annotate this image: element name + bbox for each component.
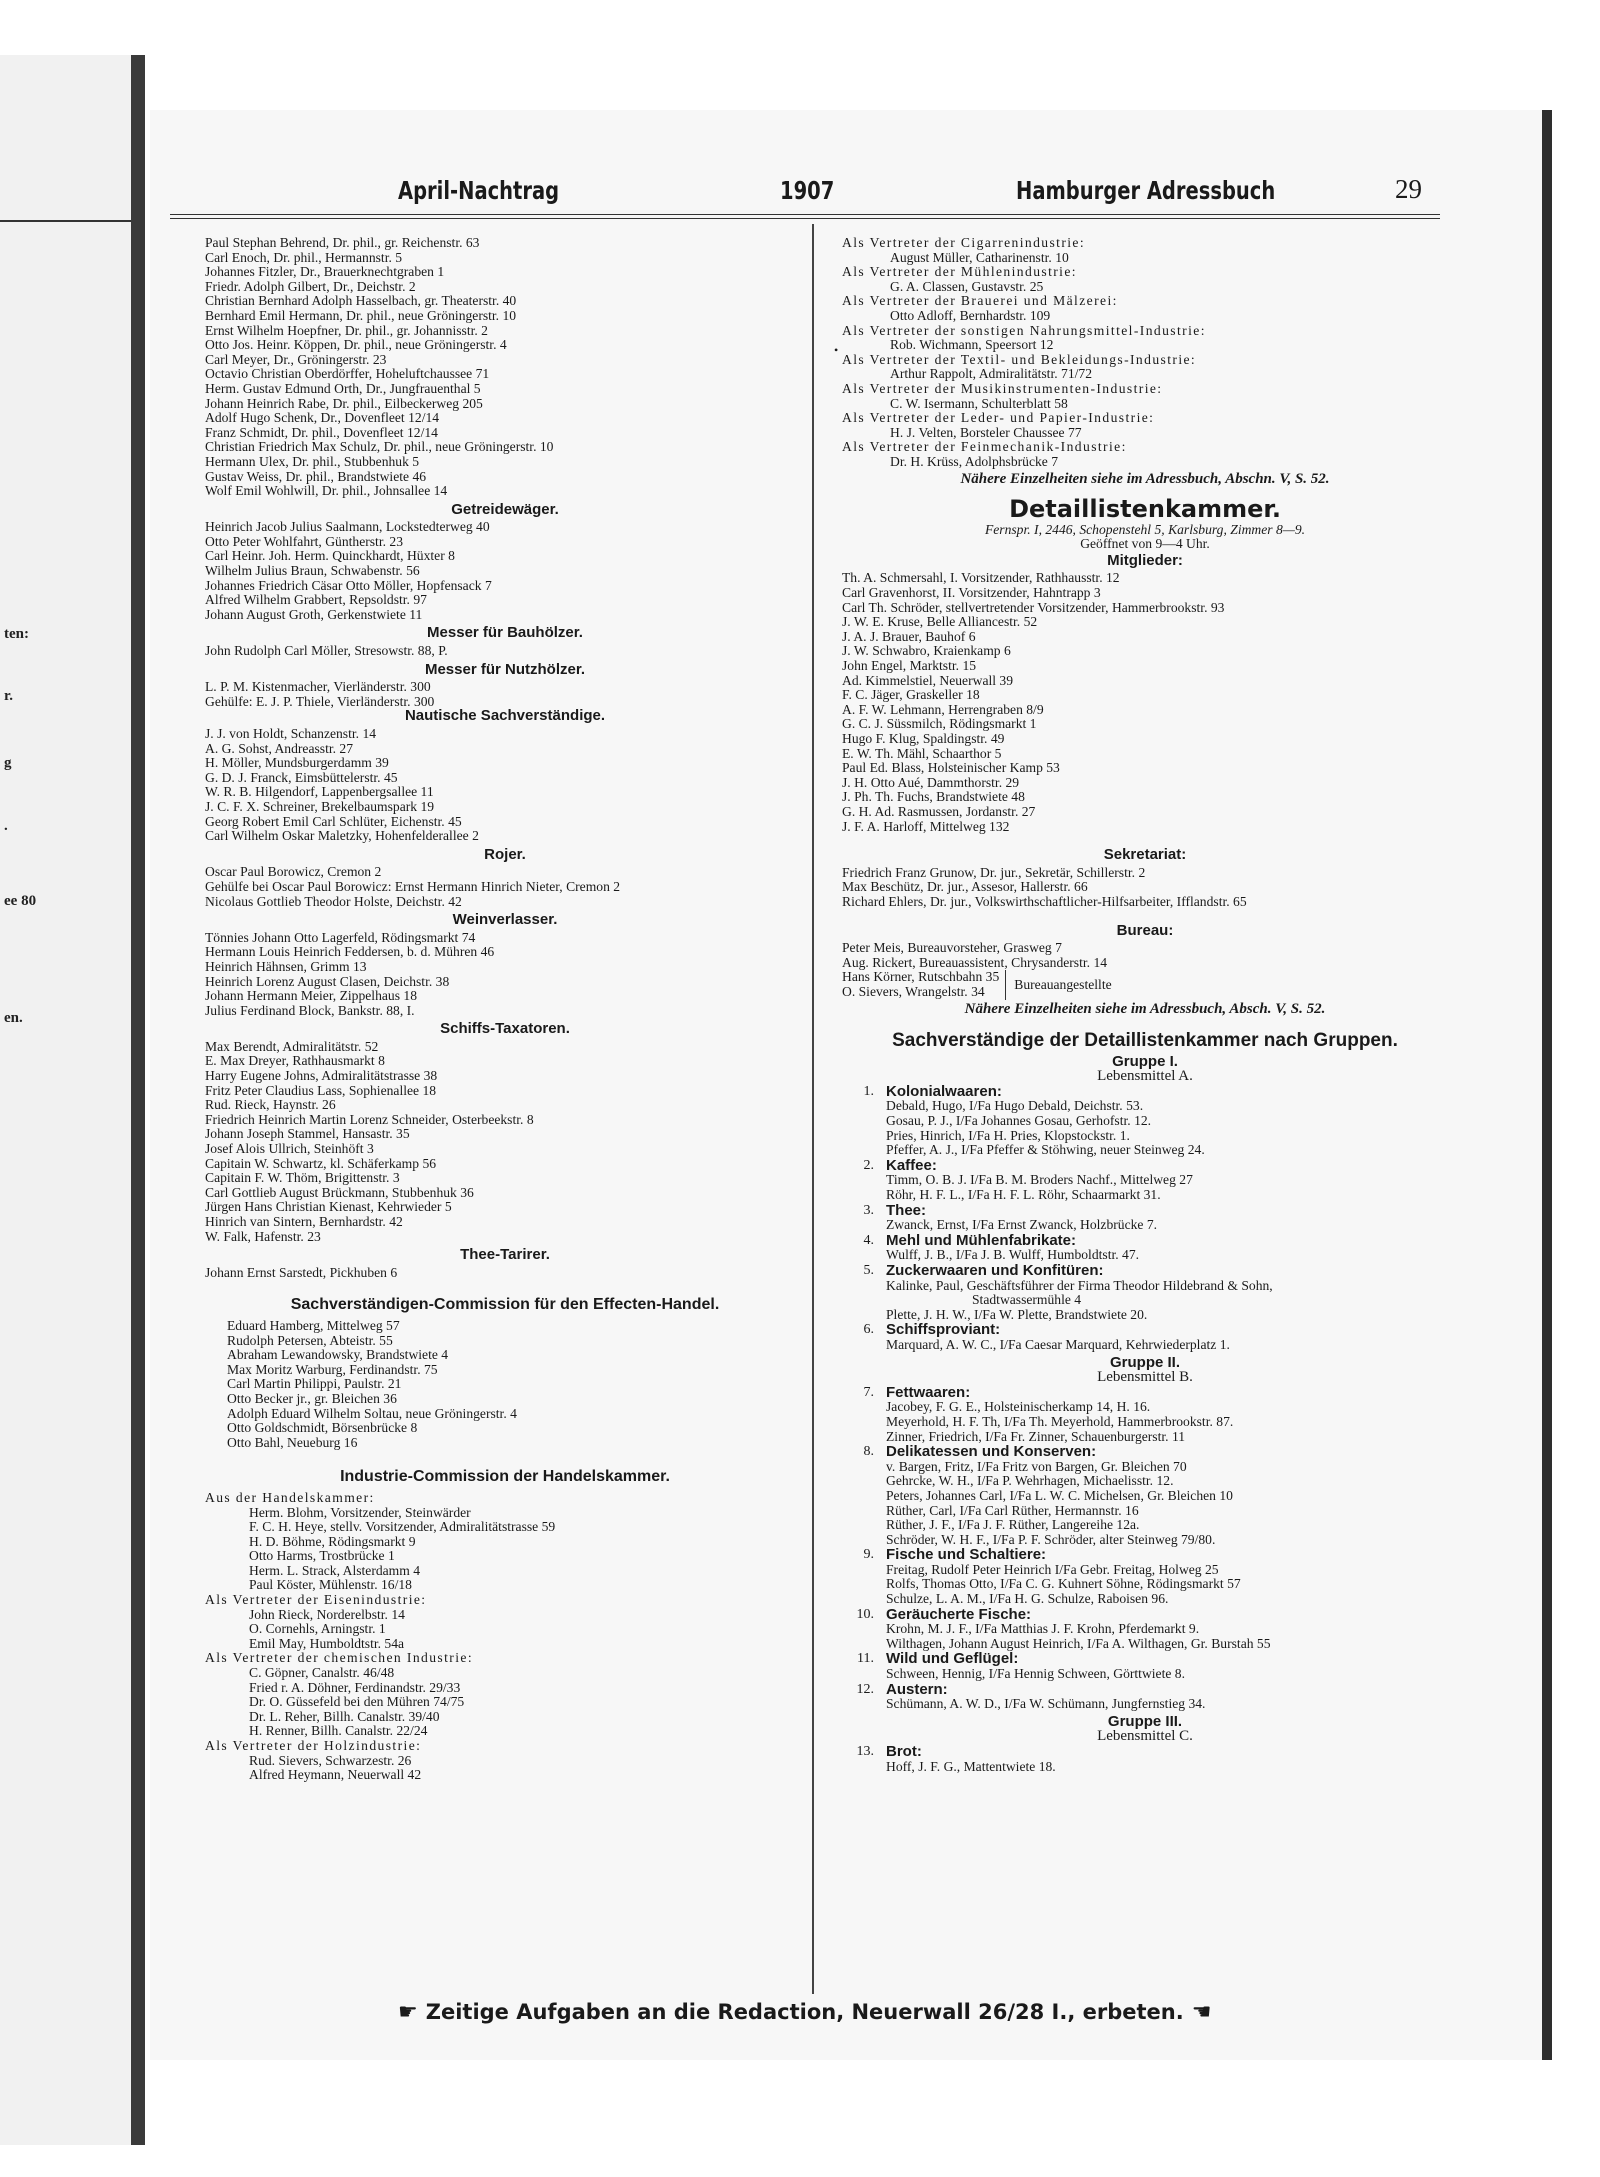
schiffs-list — [205, 1040, 805, 1244]
list-item: Otto Goldschmidt, Börsenbrücke 8 — [227, 1420, 418, 1436]
list-item: Hoff, J. F. G., Mattentwiete 18. — [886, 1758, 1056, 1774]
list-item: Friedrich Heinrich Martin Lorenz Schneider, Osterbeekstr. 8 — [205, 1111, 534, 1127]
list-item: Wilthagen, Johann August Heinrich, I/Fa A. Wilthagen, Gr. Burstah 55 — [886, 1635, 1271, 1651]
list-item: Hinrich van Sintern, Bernhardstr. 42 — [205, 1214, 403, 1229]
list-item: Alfred Wilhelm Grabbert, Repsoldstr. 97 — [205, 592, 427, 608]
list-item: Gosau, P. J., I/Fa Johannes Gosau, Gerhofstr. 12. — [886, 1113, 1152, 1129]
list-item: Otto Becker jr., gr. Bleichen 36 — [227, 1390, 397, 1406]
list-item: Kalinke, Paul, Geschäftsführer der Firma Theodor Hildebrand & Sohn, — [886, 1277, 1273, 1293]
nautik-list — [205, 727, 805, 844]
category-number: 8. — [863, 1444, 874, 1460]
handelskammer-list — [205, 1506, 805, 1594]
list-item: G. D. J. Franck, Eimsbüttelerstr. 45 — [205, 769, 398, 785]
pointing-hand-icon: ☚ — [1191, 2000, 1212, 2025]
list-item: Alfred Heymann, Neuerwall 42 — [249, 1767, 422, 1783]
category-row — [842, 1156, 1448, 1174]
list-item: J. J. von Holdt, Schanzenstr. 14 — [205, 726, 377, 741]
list-item: Johannes Friedrich Cäsar Otto Möller, Hopfensack 7 — [205, 577, 492, 593]
list-item: Schween, Hennig, I/Fa Hennig Schween, Görttwiete 8. — [886, 1666, 1185, 1682]
category-row — [842, 1548, 1448, 1563]
list-item: H. J. Velten, Borsteler Chaussee 77 — [890, 424, 1082, 440]
list-item: Ad. Kimmelstiel, Neuerwall 39 — [842, 672, 1014, 688]
category-row — [842, 1680, 1448, 1698]
section-heading: Mitglieder: — [1107, 551, 1183, 569]
list-item: v. Bargen, Fritz, I/Fa Fritz von Bargen, Gr. Bleichen 70 — [886, 1458, 1187, 1474]
list-item: Johann Joseph Stammel, Hansastr. 35 — [205, 1126, 410, 1142]
list-item: Pries, Hinrich, I/Fa H. Pries, Klopstockstr. 1. — [886, 1127, 1130, 1143]
list-item: E. W. Th. Mähl, Schaarthor 5 — [842, 745, 1002, 761]
list-item: H. Möller, Mundsburgerdamm 39 — [205, 755, 389, 771]
list-item: Krohn, M. J. F., I/Fa Matthias J. F. Krohn, Pferdemarkt 9. — [886, 1621, 1200, 1637]
list-item: Gehrcke, W. H., I/Fa P. Wehrhagen, Michaelisstr. 12. — [886, 1473, 1174, 1489]
list-item: Max Beschütz, Dr. jur., Assesor, Hallerstr. 66 — [842, 879, 1088, 895]
list-item: Carl Gottlieb August Brückmann, Stubbenhuk 36 — [205, 1184, 474, 1200]
rojer-list — [205, 865, 805, 909]
sekretariat-list — [842, 866, 1448, 910]
category-number: 10. — [856, 1606, 874, 1622]
category-number: 2. — [863, 1157, 874, 1173]
list-item: Franz Schmidt, Dr. phil., Dovenfleet 12/14 — [205, 424, 438, 440]
opening-hours: Geöffnet von 9—4 Uhr. — [1080, 536, 1210, 552]
list-item: Debald, Hugo, I/Fa Hugo Debald, Deichstr. 53. — [886, 1098, 1144, 1114]
category-row — [842, 1082, 1448, 1100]
group-label: Als Vertreter der Brauerei und Mälzerei: — [842, 293, 1118, 309]
list-item: O. Sievers, Wrangelstr. 34 — [842, 983, 985, 999]
list-item: Johann Ernst Sarstedt, Pickhuben 6 — [205, 1264, 398, 1280]
list-item: Capitain F. W. Thöm, Brigittenstr. 3 — [205, 1170, 400, 1186]
list-item: Harry Eugene Johns, Admiralitätstrasse 38 — [205, 1068, 438, 1084]
list-item: Johannes Fitzler, Dr., Brauerknechtgraben 1 — [205, 264, 445, 280]
list-item: John Rudolph Carl Möller, Stresowstr. 88, P. — [205, 643, 448, 659]
list-item: Herm. L. Strack, Alsterdamm 4 — [249, 1562, 421, 1578]
list-item: Wolf Emil Wohlwill, Dr. phil., Johnsallee 14 — [205, 483, 448, 499]
binding-fragment: r. — [4, 688, 14, 704]
group-subheading: Lebensmittel C. — [1097, 1728, 1193, 1745]
list-item: Dr. O. Güssefeld bei den Mühren 74/75 — [249, 1694, 465, 1710]
list-item: Jacobey, F. G. E., Holsteinischerkamp 14, H. 16. — [886, 1399, 1151, 1415]
section-title: Sachverständige der Detaillistenkammer nach Gruppen. — [892, 1030, 1398, 1052]
thee-list — [205, 1266, 805, 1281]
list-item: Rud. Sievers, Schwarzestr. 26 — [249, 1752, 412, 1768]
list-item: Johann Heinrich Rabe, Dr. phil., Eilbeckerweg 205 — [205, 395, 483, 411]
list-item: Fritz Peter Claudius Lass, Sophienallee 18 — [205, 1082, 437, 1098]
list-item: Otto Jos. Heinr. Köppen, Dr. phil., neue Gröningerstr. 4 — [205, 337, 507, 353]
category-name: Brot: — [886, 1743, 922, 1760]
list-item: Capitain W. Schwartz, kl. Schäferkamp 56 — [205, 1155, 437, 1171]
list-item: Stadtwassermühle 4 — [972, 1292, 1082, 1308]
list-item: J. W. Schwabro, Kraienkamp 6 — [842, 643, 1011, 659]
section-title: Detaillistenkammer. — [1009, 495, 1281, 524]
list-item: Jürgen Hans Christian Kienast, Kehrwieder 5 — [205, 1199, 452, 1215]
reference-note: Nähere Einzelheiten siehe im Adressbuch, Absch. V, S. 52. — [964, 1000, 1326, 1017]
group-label: Als Vertreter der Mühlenindustrie: — [842, 264, 1077, 280]
category-number: 9. — [863, 1547, 874, 1563]
category-row — [842, 1745, 1448, 1760]
category-row — [842, 1323, 1448, 1338]
bracket-names — [842, 970, 1006, 999]
group-heading: Gruppe III. — [1107, 1712, 1183, 1730]
list-item: Paul Ed. Blass, Holsteinischer Kamp 53 — [842, 760, 1060, 776]
list-item: John Rieck, Norderelbstr. 14 — [249, 1606, 405, 1622]
group-label: Als Vertreter der Feinmechanik-Industrie: — [842, 439, 1127, 455]
list-item: W. R. B. Hilgendorf, Lappenbergsallee 11 — [205, 784, 434, 800]
list-item: Oscar Paul Borowicz, Cremon 2 — [205, 864, 382, 880]
list-item: H. D. Böhme, Rödingsmarkt 9 — [249, 1533, 416, 1549]
list-item: Pfeffer, A. J., I/Fa Pfeffer & Stöhwing, neuer Steinweg 24. — [886, 1142, 1205, 1158]
category-number: 3. — [863, 1202, 874, 1218]
section-heading: Messer für Bauhölzer. — [427, 624, 583, 642]
group-heading: Gruppe II. — [1109, 1353, 1180, 1371]
list-item: Paul Köster, Mühlenstr. 16/18 — [249, 1577, 412, 1593]
header-left: April-Nachtrag — [398, 176, 560, 205]
list-item: J. A. J. Brauer, Bauhof 6 — [842, 628, 976, 644]
bauholz-list — [205, 644, 805, 659]
list-item: Christian Friedrich Max Schulz, Dr. phil., neue Gröningerstr. 10 — [205, 439, 554, 455]
section-heading: Bureau: — [1116, 921, 1174, 939]
wein-list — [205, 931, 805, 1019]
section-heading: Sekretariat: — [1103, 846, 1187, 864]
list-item: Rudolph Petersen, Abteistr. 55 — [227, 1332, 393, 1348]
list-item: Max Berendt, Admiralitätstr. 52 — [205, 1038, 379, 1054]
list-item: C. W. Isermann, Schulterblatt 58 — [890, 395, 1068, 411]
vertreter-list — [842, 236, 1448, 470]
list-item: Zwanck, Ernst, I/Fa Ernst Zwanck, Holzbrücke 7. — [886, 1217, 1158, 1233]
category-number: 7. — [863, 1384, 874, 1400]
page-number: 29 — [1395, 174, 1422, 204]
bracket-label: Bureauangestellte — [1014, 976, 1112, 992]
list-item: Peter Meis, Bureauvorsteher, Grasweg 7 — [842, 940, 1062, 956]
list-item: C. Göpner, Canalstr. 46/48 — [249, 1665, 395, 1681]
list-item: Meyerhold, H. F. Th, I/Fa Th. Meyerhold, Hammerbrookstr. 87. — [886, 1413, 1234, 1429]
pointing-hand-icon: ☛ — [398, 2000, 418, 2025]
mitglieder-list — [842, 571, 1448, 834]
list-item: Friedr. Adolph Gilbert, Dr., Deichstr. 2 — [205, 278, 416, 294]
list-item: Otto Adloff, Bernhardstr. 109 — [890, 307, 1051, 323]
category-name: Delikatessen und Konserven: — [886, 1443, 1097, 1461]
list-item: G. H. Ad. Rasmussen, Jordanstr. 27 — [842, 803, 1036, 819]
column-divider — [812, 224, 814, 1994]
chem-list — [205, 1666, 805, 1739]
group-label: Als Vertreter der Eisenindustrie: — [205, 1592, 427, 1608]
list-item: Freitag, Rudolf Peter Heinrich I/Fa Gebr. Freitag, Holweg 25 — [886, 1561, 1219, 1577]
list-item: Herm. Gustav Edmund Orth, Dr., Jungfrauenthal 5 — [205, 380, 481, 396]
group-label: Als Vertreter der sonstigen Nahrungsmittel-Industrie: — [842, 322, 1206, 338]
list-item: Heinrich Lorenz August Clasen, Deichstr. 38 — [205, 973, 450, 989]
list-item: Th. A. Schmersahl, I. Vorsitzender, Rathhausstr. 12 — [842, 570, 1120, 586]
section-heading: Schiffs-Taxatoren. — [440, 1020, 570, 1038]
category-number: 11. — [857, 1651, 874, 1667]
right-column — [842, 236, 1448, 1774]
header-year: 1907 — [780, 176, 835, 205]
list-item: Fried r. A. Döhner, Ferdinandstr. 29/33 — [249, 1679, 461, 1695]
bureau-bracket — [842, 970, 1448, 999]
list-item: Otto Bahl, Neueburg 16 — [227, 1434, 358, 1450]
section-heading: Getreidewäger. — [451, 500, 559, 518]
header-title: Hamburger Adressbuch — [1016, 176, 1276, 205]
header-rule — [170, 214, 1440, 219]
category-number: 6. — [863, 1322, 874, 1338]
left-column — [205, 236, 805, 1783]
list-item: Gehülfe: E. J. P. Thiele, Vierländerstr. 300 — [205, 693, 435, 709]
list-item: Carl Martin Philippi, Paulstr. 21 — [227, 1376, 402, 1392]
list-item: Timm, O. B. J. I/Fa B. M. Broders Nachf., Mittelweg 27 — [886, 1172, 1193, 1188]
list-item: Carl Th. Schröder, stellvertretender Vorsitzender, Hammerbrookstr. 93 — [842, 599, 1225, 615]
list-item: Dr. L. Reher, Billh. Canalstr. 39/40 — [249, 1708, 440, 1724]
list-item: H. Renner, Billh. Canalstr. 22/24 — [249, 1723, 428, 1739]
list-item: Josef Alois Ullrich, Steinhöft 3 — [205, 1141, 374, 1157]
reference-note: Nähere Einzelheiten siehe im Adressbuch, Abschn. V, S. 52. — [960, 470, 1330, 487]
list-item: John Engel, Marktstr. 15 — [842, 658, 977, 674]
category-list — [842, 1082, 1448, 1353]
list-item: Rud. Rieck, Haynstr. 26 — [205, 1097, 336, 1113]
section-heading: Weinverlasser. — [452, 911, 558, 929]
section-heading: Nautische Sachverständige. — [404, 707, 606, 725]
list-item: J. W. E. Kruse, Belle Alliancestr. 52 — [842, 614, 1038, 630]
list-item: Otto Harms, Trostbrücke 1 — [249, 1548, 395, 1564]
phone-line: Fernspr. I, 2446, Schopenstehl 5, Karlsburg, Zimmer 8—9. — [984, 521, 1306, 537]
list-item: August Müller, Catharinenstr. 10 — [890, 249, 1069, 265]
list-item: Carl Heinr. Joh. Herm. Quinckhardt, Hüxter 8 — [205, 548, 455, 564]
group-heading: Gruppe I. — [1112, 1052, 1178, 1070]
list-item: G. C. J. Süssmilch, Rödingsmarkt 1 — [842, 716, 1037, 732]
list-item: Bernhard Emil Hermann, Dr. phil., neue Gröningerstr. 10 — [205, 307, 517, 323]
list-item: Hugo F. Klug, Spaldingstr. 49 — [842, 731, 1005, 746]
category-name: Fische und Schaltiere: — [886, 1546, 1047, 1564]
category-row — [842, 1652, 1448, 1667]
category-number: 5. — [863, 1263, 874, 1278]
footer-notice — [390, 2000, 1219, 2025]
category-list — [842, 1745, 1448, 1774]
list-item: Christian Bernhard Adolph Hasselbach, gr. Theaterstr. 40 — [205, 293, 517, 309]
list-item: Carl Wilhelm Oskar Maletzky, Hohenfelderallee 2 — [205, 828, 479, 844]
footer-text: Zeitige Aufgaben an die Redaction, Neuerwall 26/28 I., erbeten. — [425, 2000, 1184, 2024]
list-item: A. G. Sohst, Andreasstr. 27 — [205, 740, 354, 756]
list-item: Octavio Christian Oberdörffer, Hoheluftchaussee 71 — [205, 366, 490, 382]
nutzholz-list — [205, 680, 805, 709]
section-heading: Sachverständigen-Commission für den Effecten-Handel. — [290, 1296, 720, 1314]
list-item: Peters, Johannes Carl, I/Fa L. W. C. Michelsen, Gr. Bleichen 10 — [886, 1487, 1233, 1503]
list-item: Max Moritz Warburg, Ferdinandstr. 75 — [227, 1361, 438, 1377]
list-item: Wilhelm Julius Braun, Schwabenstr. 56 — [205, 563, 420, 579]
list-item: Carl Meyer, Dr., Gröningerstr. 23 — [205, 351, 387, 367]
category-list — [842, 1383, 1448, 1712]
list-item: Wulff, J. B., I/Fa J. B. Wulff, Humboldtstr. 47. — [886, 1247, 1140, 1263]
category-name: Zuckerwaaren und Konfitüren: — [886, 1262, 1104, 1279]
group-subheading: Lebensmittel A. — [1097, 1068, 1193, 1085]
group-label: Als Vertreter der Cigarrenindustrie: — [842, 235, 1086, 250]
list-item: Rolfs, Thomas Otto, I/Fa C. G. Kuhnert Söhne, Rödingsmarkt 57 — [886, 1576, 1241, 1592]
list-item: Gustav Weiss, Dr. phil., Brandstwiete 46 — [205, 468, 427, 484]
list-item: Rob. Wichmann, Speersort 12 — [890, 337, 1054, 353]
binding-fragment: . — [4, 818, 8, 834]
group-label: Aus der Handelskammer: — [205, 1489, 375, 1505]
list-item: Marquard, A. W. C., I/Fa Caesar Marquard, Kehrwiederplatz 1. — [886, 1336, 1230, 1352]
list-item: Gehülfe bei Oscar Paul Borowicz: Ernst Hermann Hinrich Nieter, Cremon 2 — [205, 878, 621, 894]
binding-fragment: ee 80 — [4, 893, 37, 909]
category-number: 12. — [856, 1681, 874, 1697]
list-item: Hans Körner, Rutschbahn 35 — [842, 969, 1000, 985]
binding-fragment: g — [4, 755, 12, 771]
category-name: Kolonialwaaren: — [886, 1082, 1002, 1100]
list-item: Hermann Ulex, Dr. phil., Stubbenhuk 5 — [205, 453, 420, 469]
list-item: O. Cornehls, Arningstr. 1 — [249, 1621, 386, 1637]
list-item: J. F. A. Harloff, Mittelweg 132 — [842, 818, 1010, 834]
category-name: Austern: — [886, 1680, 948, 1698]
getreide-list — [205, 520, 805, 622]
group-label: Als Vertreter der Textil- und Bekleidungs-Industrie: — [842, 351, 1197, 367]
category-row — [842, 1383, 1448, 1401]
category-row — [842, 1231, 1448, 1249]
list-item: Carl Enoch, Dr. phil., Hermannstr. 5 — [205, 249, 403, 265]
group-label: Als Vertreter der Musikinstrumenten-Industrie: — [842, 380, 1163, 396]
list-item: Tönnies Johann Otto Lagerfeld, Rödingsmarkt 74 — [205, 929, 476, 945]
category-row — [842, 1605, 1448, 1623]
list-item: J. Ph. Th. Fuchs, Brandstwiete 48 — [842, 789, 1025, 805]
list-item: Heinrich Jacob Julius Saalmann, Lockstedterweg 40 — [205, 519, 490, 535]
list-item: Friedrich Franz Grunow, Dr. jur., Sekretär, Schillerstr. 2 — [842, 864, 1146, 880]
list-item: Schröder, W. H. F., I/Fa P. F. Schröder, alter Steinweg 79/80. — [886, 1531, 1216, 1547]
list-item: Adolf Hugo Schenk, Dr., Dovenfleet 12/14 — [205, 410, 440, 426]
list-item: Paul Stephan Behrend, Dr. phil., gr. Reichenstr. 63 — [205, 235, 480, 250]
list-item: Abraham Lewandowsky, Brandstwiete 4 — [227, 1347, 449, 1363]
list-item: Röhr, H. F. L., I/Fa H. F. L. Röhr, Schaarmarkt 31. — [886, 1187, 1161, 1203]
category-row — [842, 1201, 1448, 1219]
list-item: Rüther, Carl, I/Fa Carl Rüther, Hermannstr. 16 — [886, 1502, 1139, 1518]
list-item: Hermann Louis Heinrich Feddersen, b. d. Mühren 46 — [205, 944, 495, 960]
list-item: Schümann, A. W. D., I/Fa W. Schümann, Jungfernstieg 34. — [886, 1696, 1206, 1712]
category-name: Thee: — [886, 1201, 927, 1219]
list-item: Ernst Wilhelm Hoepfner, Dr. phil., gr. Johannisstr. 2 — [205, 322, 488, 338]
margin-mark: • — [834, 343, 839, 357]
list-item: Zinner, Friedrich, I/Fa Fr. Zinner, Schauenburgerstr. 11 — [886, 1428, 1186, 1444]
eisen-list — [205, 1608, 805, 1652]
list-item: F. C. H. Heye, stellv. Vorsitzender, Admiralitätstrasse 59 — [249, 1519, 556, 1535]
list-item: Schulze, L. A. M., I/Fa H. G. Schulze, Raboisen 96. — [886, 1591, 1169, 1607]
category-name: Wild und Geflügel: — [886, 1650, 1019, 1668]
category-name: Fettwaaren: — [886, 1383, 971, 1401]
list-item: Plette, J. H. W., I/Fa W. Plette, Brandstwiete 20. — [886, 1306, 1148, 1322]
list-item: F. C. Jäger, Graskeller 18 — [842, 687, 980, 703]
list-item: A. F. W. Lehmann, Herrengraben 8/9 — [842, 701, 1044, 717]
list-item: Julius Ferdinand Block, Bankstr. 88, I. — [205, 1002, 415, 1018]
list-item: Eduard Hamberg, Mittelweg 57 — [227, 1317, 400, 1333]
holz-list — [205, 1754, 805, 1783]
list-item: Johann August Groth, Gerkenstwiete 11 — [205, 606, 423, 622]
list-item: Herm. Blohm, Vorsitzender, Steinwärder — [249, 1504, 471, 1520]
category-number: 13. — [856, 1744, 874, 1759]
list-item: Richard Ehlers, Dr. jur., Volkswirthschaftlicher-Hilfsarbeiter, Ifflandstr. 65 — [842, 893, 1247, 909]
list-item: J. C. F. X. Schreiner, Brekelbaumspark 19 — [205, 798, 435, 814]
category-row — [842, 1445, 1448, 1460]
binding-fragment: en. — [4, 1010, 23, 1026]
intro-list — [205, 236, 805, 499]
category-name: Kaffee: — [886, 1156, 937, 1174]
group-label: Als Vertreter der Leder- und Papier-Industrie: — [842, 410, 1155, 426]
group-label: Als Vertreter der chemischen Industrie: — [205, 1650, 473, 1666]
list-item: Carl Gravenhorst, II. Vorsitzender, Hahntrapp 3 — [842, 585, 1101, 601]
list-item: Rüther, J. F., I/Fa J. F. Rüther, Langereihe 12a. — [886, 1517, 1140, 1533]
group-subheading: Lebensmittel B. — [1097, 1369, 1193, 1386]
binding-fragment: ten: — [4, 626, 29, 642]
category-name: Geräucherte Fische: — [886, 1605, 1032, 1623]
group-label: Als Vertreter der Holzindustrie: — [205, 1738, 422, 1753]
effecten-list — [205, 1319, 805, 1450]
list-item: Georg Robert Emil Carl Schlüter, Eichenstr. 45 — [205, 813, 462, 829]
list-item: Dr. H. Krüss, Adolphsbrücke 7 — [890, 453, 1059, 469]
list-item: Aug. Rickert, Bureauassistent, Chrysanderstr. 14 — [842, 954, 1108, 970]
list-item: G. A. Classen, Gustavstr. 25 — [890, 278, 1044, 294]
list-item: Otto Peter Wohlfahrt, Güntherstr. 23 — [205, 533, 403, 549]
bureau-list — [842, 941, 1448, 970]
list-item: J. H. Otto Aué, Dammthorstr. 29 — [842, 774, 1020, 790]
list-item: Nicolaus Gottlieb Theodor Holste, Deichstr. 42 — [205, 893, 462, 909]
list-item: L. P. M. Kistenmacher, Vierländerstr. 300 — [205, 679, 431, 695]
section-heading: Thee-Tarirer. — [460, 1246, 550, 1264]
list-item: E. Max Dreyer, Rathhausmarkt 8 — [205, 1053, 385, 1069]
list-item: W. Falk, Hafenstr. 23 — [205, 1228, 321, 1244]
category-number: 1. — [863, 1083, 874, 1099]
section-heading: Industrie-Commission der Handelskammer. — [340, 1468, 670, 1486]
category-number: 4. — [863, 1232, 874, 1248]
category-name: Mehl und Mühlenfabrikate: — [886, 1231, 1077, 1249]
category-row — [842, 1264, 1448, 1279]
list-item: Heinrich Hähnsen, Grimm 13 — [205, 958, 367, 974]
section-heading: Rojer. — [484, 845, 526, 863]
list-item: Emil May, Humboldtstr. 54a — [249, 1635, 405, 1651]
list-item: Adolph Eduard Wilhelm Soltau, neue Gröningerstr. 4 — [227, 1405, 517, 1421]
list-item: Arthur Rappolt, Admiralitätstr. 71/72 — [890, 366, 1093, 382]
category-name: Schiffsproviant: — [886, 1321, 1001, 1339]
list-item: Johann Hermann Meier, Zippelhaus 18 — [205, 988, 417, 1004]
section-heading: Messer für Nutzhölzer. — [424, 660, 586, 678]
